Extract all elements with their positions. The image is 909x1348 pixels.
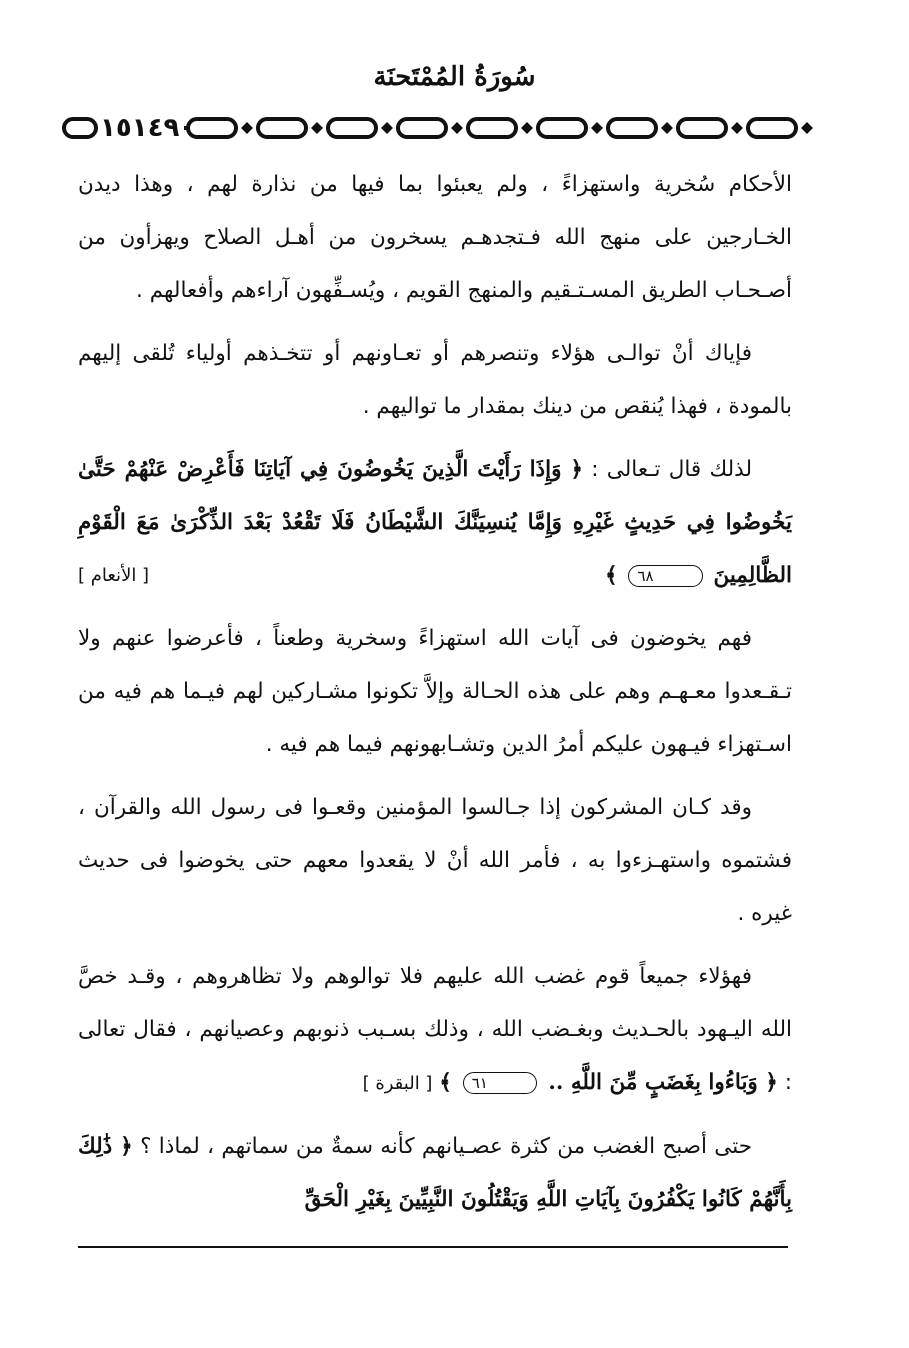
header-ornament-left	[62, 113, 98, 143]
paragraph-3	[78, 443, 792, 602]
page-content	[78, 158, 792, 1236]
paragraph-1: الأحكام سُخرية واستهزاءً ، ولم يعبئوا بما فيها من نذارة لهم ، وهذا ديدن الخـارجين على منهج الله فـتجدهـم يسخرون من أهـل الصلاح ويهزأون من أصـحـاب الطريق المسـتـقيم والمنهج القويم ، ويُسـفِّهون آراءهم وأفعالهم .	[78, 172, 792, 303]
paragraph-6	[78, 950, 792, 1110]
paragraph-2: فإياك أنْ توالـى هؤلاء وتنصرهم أو تعـاونهم أو تتخـذهم أولياء تُلقى إليهم بالمودة ، فهذا يُنقص من دينك بمقدار ما تواليهم .	[78, 341, 792, 419]
quran-verse-anam: ﴿ وَإِذَا رَأَيْتَ الَّذِينَ يَخُوضُونَ فِي آيَاتِنَا فَأَعْرِضْ عَنْهُمْ حَتَّىٰ يَخُوضُوا فِي حَدِيثٍ غَيْرِهِ وَإِمَّا يُنسِيَنَّكَ الشَّيْطَانُ فَلَا تَقْعُدْ بَعْدَ الذِّكْرَىٰ مَعَ الْقَوْمِ الظَّالِمِينَ	[78, 457, 792, 588]
surah-title: سُورَةُ المُمْتَحنَة	[373, 62, 536, 92]
quran-verse-continued: ﴿ ذَٰلِكَ بِأَنَّهُمْ كَانُوا يَكْفُرُونَ بِآيَاتِ اللَّهِ وَيَقْتُلُونَ النَّبِيِّينَ بِغَيْرِ الْحَقِّ	[78, 1134, 792, 1212]
paragraph-7	[78, 1120, 792, 1226]
verse-number-61: ٦١	[463, 1072, 537, 1094]
verse-intro: لذلك قال تـعالى :	[591, 457, 752, 482]
verse-close-bracket-2: ﴾	[439, 1070, 452, 1095]
paragraph-6-text: فهؤلاء جميعاً قوم غضب الله عليهم فلا توالوهم ولا تظاهروهم ، وقـد خصَّ الله اليـهود بالحـديث وبغـضب الله ، وذلك بسـبب ذنوبهم وعصيانهم ، فقال تعالى :	[78, 964, 792, 1095]
paragraph-5: وقد كـان المشركون إذا جـالسوا المؤمنين وقعـوا فى رسول الله والقرآن ، فشتموه واستهـزءوا به ، فأمر الله أنْ لا يقعدوا معهم حتى يخوضوا فى حديث غيره .	[78, 795, 792, 926]
footer-rule	[78, 1246, 788, 1248]
surah-reference-anam: [ الأنعام ]	[78, 565, 150, 586]
quran-verse-baqarah: ﴿ وَبَاءُوا بِغَضَبٍ مِّنَ اللَّهِ ..	[540, 1070, 778, 1095]
verse-number-68: ٦٨	[628, 565, 702, 587]
surah-reference-baqarah: [ البقرة ]	[362, 1073, 433, 1094]
verse-close-bracket: ﴾	[605, 563, 618, 588]
paragraph-7-text: حتى أصبح الغضب من كثرة عصـيانهم كأنه سمةٌ من سماتهم ، لماذا ؟	[140, 1134, 752, 1159]
page-number: ١٥١٤٩	[100, 113, 180, 143]
header-ornament-band	[184, 113, 834, 143]
paragraph-4: فهم يخوضون فى آيات الله استهزاءً وسخرية وطعناً ، فأعرضوا عنهم ولا تـقـعدوا معـهـم وهم على هذه الحـالة وإلاَّ تكونوا مشـاركين لهم فيـما هم فيه من اسـتهزاء فيـهون عليكم أمرُ الدين وتشـابهونهم فيما هم فيه .	[78, 626, 792, 757]
